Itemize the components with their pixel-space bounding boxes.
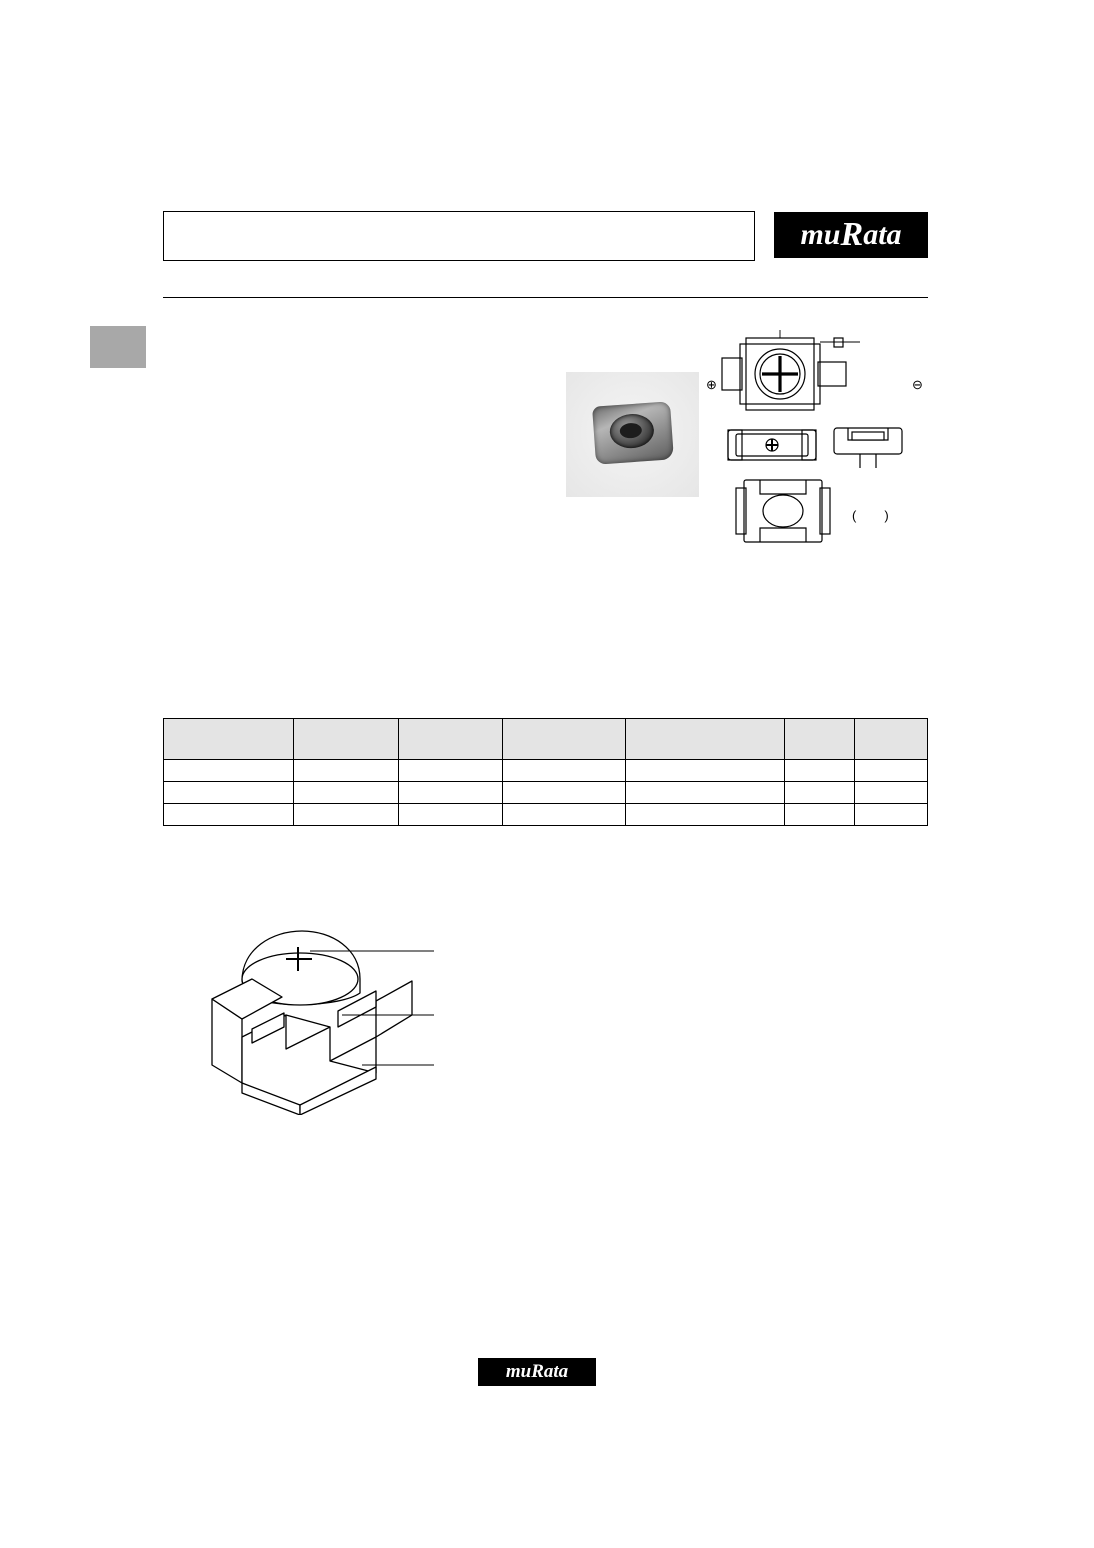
table-cell (164, 760, 294, 782)
table-cell (626, 782, 785, 804)
section-side-tab (90, 326, 146, 368)
dimension-unit-note-close: ) (884, 508, 889, 523)
table-cell (293, 804, 398, 826)
dimension-drawings (700, 322, 948, 552)
table-row (164, 782, 928, 804)
table-cell (293, 782, 398, 804)
table-header-cell (626, 719, 785, 760)
murata-logo-r: R (840, 216, 864, 253)
polarity-minus-symbol: ⊖ (912, 377, 923, 392)
footer-logo-ata: ata (543, 1361, 569, 1382)
table-cell (399, 804, 502, 826)
product-photo (566, 372, 699, 497)
table-header-cell (164, 719, 294, 760)
table-cell (854, 760, 927, 782)
murata-logo-mu: mu (800, 218, 841, 251)
structure-drawing (190, 915, 450, 1115)
table-header-cell (785, 719, 854, 760)
structure-drawing-svg (190, 915, 450, 1115)
header-divider (163, 297, 928, 298)
table-cell (502, 782, 626, 804)
product-chip-image (592, 401, 674, 464)
table-cell (785, 782, 854, 804)
table-cell (399, 760, 502, 782)
dimension-unit-note-open: ( (852, 508, 857, 523)
table-cell (785, 804, 854, 826)
table-cell (164, 782, 294, 804)
table-header-cell (399, 719, 502, 760)
table-row (164, 804, 928, 826)
murata-logo-ata: ata (863, 218, 902, 251)
table-cell (626, 804, 785, 826)
table-cell (502, 760, 626, 782)
table-cell (399, 782, 502, 804)
table-cell (785, 760, 854, 782)
table-cell (164, 804, 294, 826)
polarity-plus-symbol: ⊕ (706, 377, 717, 392)
table-row (164, 760, 928, 782)
table-header-row (164, 719, 928, 760)
table-cell (293, 760, 398, 782)
table-header-cell (293, 719, 398, 760)
table-cell (854, 804, 927, 826)
murata-logo (774, 212, 928, 258)
table-cell (502, 804, 626, 826)
footer-logo-mu: mu (505, 1361, 532, 1382)
table-header-cell (502, 719, 626, 760)
document-title-box (163, 211, 755, 261)
table-cell (854, 782, 927, 804)
table-header-cell (854, 719, 927, 760)
dimension-unit-note (852, 508, 889, 523)
specifications-table (163, 718, 928, 826)
dimension-drawings-svg (700, 322, 948, 552)
footer-logo-r: R (531, 1361, 544, 1382)
footer-murata-logo (478, 1358, 596, 1386)
table-cell (626, 760, 785, 782)
specifications-table-wrapper (163, 718, 928, 826)
